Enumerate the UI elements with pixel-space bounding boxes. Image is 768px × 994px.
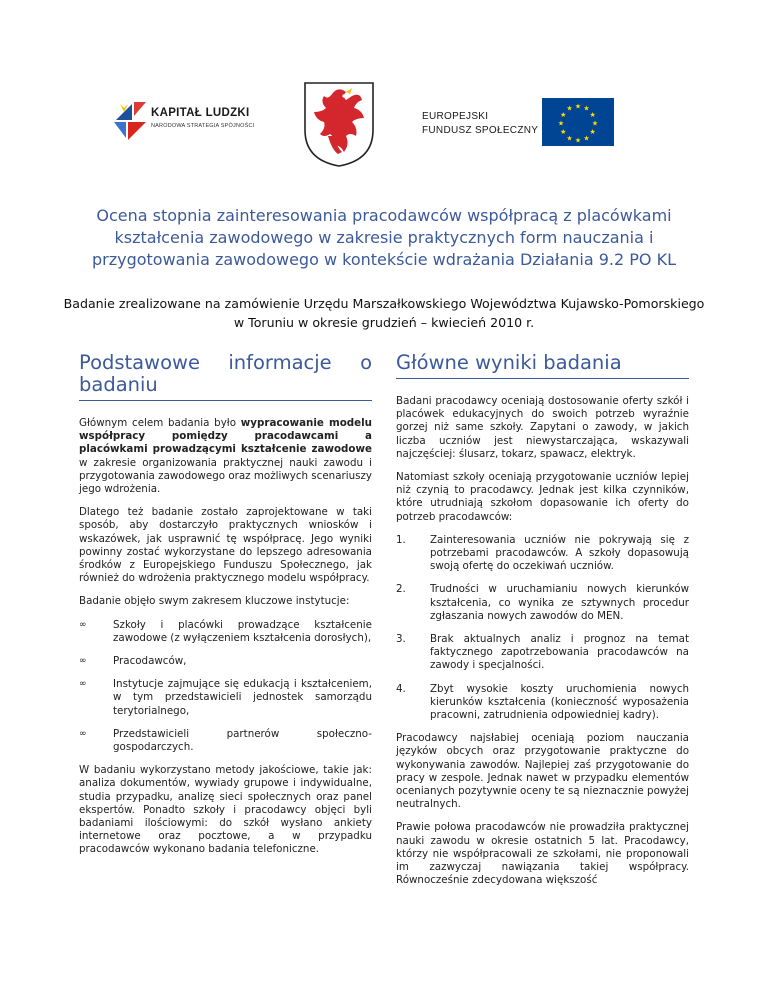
list-item-text: Przedstawicieli partnerów społeczno-gospodarczych. — [113, 727, 372, 754]
list-item-text: Szkoły i placówki prowadzące kształcenie zawodowe (z wyłączeniem kształcenia dorosłych), — [113, 618, 372, 644]
list-item — [396, 683, 689, 723]
list-item — [79, 655, 372, 668]
svg-text:★: ★ — [589, 128, 596, 136]
bullet-symbol: ∞ — [79, 656, 87, 667]
list-item — [79, 728, 372, 754]
svg-text:★: ★ — [574, 136, 582, 145]
list-item-text: Brak aktualnych analiz i prognoz na temat faktycznego zapotrzebowania pracodawców na zawody i specjalności. — [430, 633, 689, 672]
right-paragraph-4: Prawie połowa pracodawców nie prowadziła praktycznej nauki zawodu w okresie ostatnich 5 lat. Pracodawcy, którzy nie współpracowali ze szkołami, nie proponowali im zazwyczaj nawiązania takiej współpracy. Równocześnie zdecydowana większość — [396, 821, 689, 887]
efs-logo-text — [422, 110, 538, 138]
item-number: 1. — [396, 533, 406, 546]
svg-text:★: ★ — [560, 128, 567, 136]
right-section-heading: Główne wyniki badania — [396, 352, 689, 379]
bullet-symbol: ∞ — [79, 728, 87, 739]
list-item — [396, 583, 689, 623]
institution-list — [79, 619, 372, 755]
item-number: 2. — [396, 583, 406, 596]
logo-bar — [0, 0, 768, 180]
left-p1-post: w zakresie organizowania praktycznej nauki zawodu i przygotowania zawodowego oraz możliwych scenariuszy jego wdrożenia. — [79, 456, 372, 496]
left-paragraph-3: Badanie objęło swym zakresem kluczowe instytucje: — [79, 595, 350, 608]
svg-text:★: ★ — [574, 102, 582, 111]
list-item — [79, 619, 372, 645]
svg-text:★: ★ — [557, 119, 565, 128]
right-paragraph-3: Pracodawcy najsłabiej oceniają poziom nauczania języków obcych oraz przygotowanie praktyczne do wykonywania zawodów. Najlepiej zaś przygotowanie do pracy w zespole. Jednak nawet w przypadku elementów ocenianych pozytywnie oceny te są nieznacznie powyżej neutralnych. — [396, 732, 689, 811]
kapital-ludzki-emblem-icon — [112, 98, 150, 144]
efs-line1: EUROPEJSKI — [422, 111, 489, 122]
left-p1-pre: Głównym celem badania było — [79, 417, 241, 429]
list-item-text: Zainteresowania uczniów nie pokrywają się z potrzebami pracodawców. A szkoły dopasowują swoją ofertę do oczekiwań uczniów. — [430, 533, 689, 573]
left-column — [79, 352, 372, 867]
kapital-ludzki-logo — [112, 98, 282, 148]
list-item-text: Zbyt wysokie koszty uruchomienia nowych kierunków kształcenia (konieczność wyposażenia pracowni, zatrudnienia odpowiedniej kadry). — [430, 682, 689, 722]
bullet-symbol: ∞ — [79, 679, 87, 690]
left-section-heading: Podstawowe informacje o badaniu — [79, 352, 372, 401]
left-p1-bold: wypracowanie modelu współpracy pomiędzy pracodawcami a placówkami prowadzącymi kształcenie zawodowe — [79, 417, 372, 456]
item-number: 3. — [396, 633, 406, 646]
svg-text:★: ★ — [566, 134, 573, 143]
svg-text:★: ★ — [583, 104, 590, 113]
svg-text:★: ★ — [566, 104, 573, 113]
right-paragraph-2: Natomiast szkoły oceniają przygotowanie uczniów lepiej niż czynią to pracodawcy. Jednak jest kilka czynników, które utrudniają szkołom dopasowanie ich oferty do potrzeb pracodawców: — [396, 471, 689, 523]
griffin-coat-of-arms-icon — [302, 80, 376, 168]
svg-text:★: ★ — [589, 111, 596, 119]
list-item-text: Instytucje zajmujące się edukacją i kształceniem, w tym przedstawicieli jednostek samorządu terytorialnego, — [113, 678, 372, 717]
list-item-text: Pracodawców, — [113, 655, 187, 668]
eu-flag-icon — [542, 98, 614, 146]
kapital-ludzki-subtitle: NARODOWA STRATEGIA SPÓJNOŚCI — [151, 123, 255, 129]
document-title: Ocena stopnia zainteresowania pracodawców współpracą z placówkami kształcenia zawodowego w zakresie praktycznych form nauczania i przygotowania zawodowego w kontekście wdrażania Działania 9.2 PO KL — [91, 206, 676, 269]
list-item-text: Trudności w uruchamianiu nowych kierunków kształcenia, co wynika ze sztywnych procedur zgłaszania nowych zawodów do MEN. — [430, 583, 689, 622]
right-paragraph-1: Badani pracodawcy oceniają dostosowanie oferty szkół i placówek edukacyjnych do swoich potrzeb wyraźnie gorzej niż same szkoły. Zapytani o zawody, w jakich liczba uczniów jest niewystarczająca, wskazywali najczęściej: ślusarz, tokarz, spawacz, elektryk. — [396, 395, 689, 460]
svg-text:★: ★ — [560, 111, 567, 119]
list-item — [396, 534, 689, 574]
efs-line2: FUNDUSZ SPOŁECZNY — [422, 125, 539, 136]
document-subtitle: Badanie zrealizowane na zamówienie Urzędu Marszałkowskiego Województwa Kujawsko-Pomorskiego w Toruniu w okresie grudzień – kwiecień 2010 r. — [63, 296, 705, 330]
list-item — [396, 633, 689, 673]
kapital-ludzki-title: KAPITAŁ LUDZKI — [151, 107, 250, 119]
left-paragraph-2: Dlatego też badanie zostało zaprojektowane w taki sposób, aby dostarczyło praktycznych wniosków i wskazówek, jak usprawnić tę współpracę. Jego wyniki powinny zostać wykorzystane do lepszego adresowania środków z Europejskiego Funduszu Społecznego, jak również do wdrożenia praktycznego modelu współpracy. — [79, 506, 372, 585]
left-paragraph-1 — [79, 417, 372, 496]
bullet-symbol: ∞ — [79, 619, 87, 630]
factors-list — [396, 534, 689, 722]
item-number: 4. — [396, 682, 406, 695]
svg-text:★: ★ — [583, 134, 590, 143]
right-column — [396, 352, 689, 898]
list-item — [79, 678, 372, 718]
svg-text:★: ★ — [591, 119, 599, 128]
left-paragraph-4: W badaniu wykorzystano metody jakościowe, takie jak: analiza dokumentów, wywiady grupowe i indywidualne, studia przypadku, analizę sieci społecznych oraz panel ekspertów. Ponadto szkoły i pracodawcy objęci byli badaniami ilościowymi: do szkół wysłano ankiety internetowe oraz pocztowe, a w przypadku pracodawców wykonano badania telefoniczne. — [79, 764, 372, 856]
